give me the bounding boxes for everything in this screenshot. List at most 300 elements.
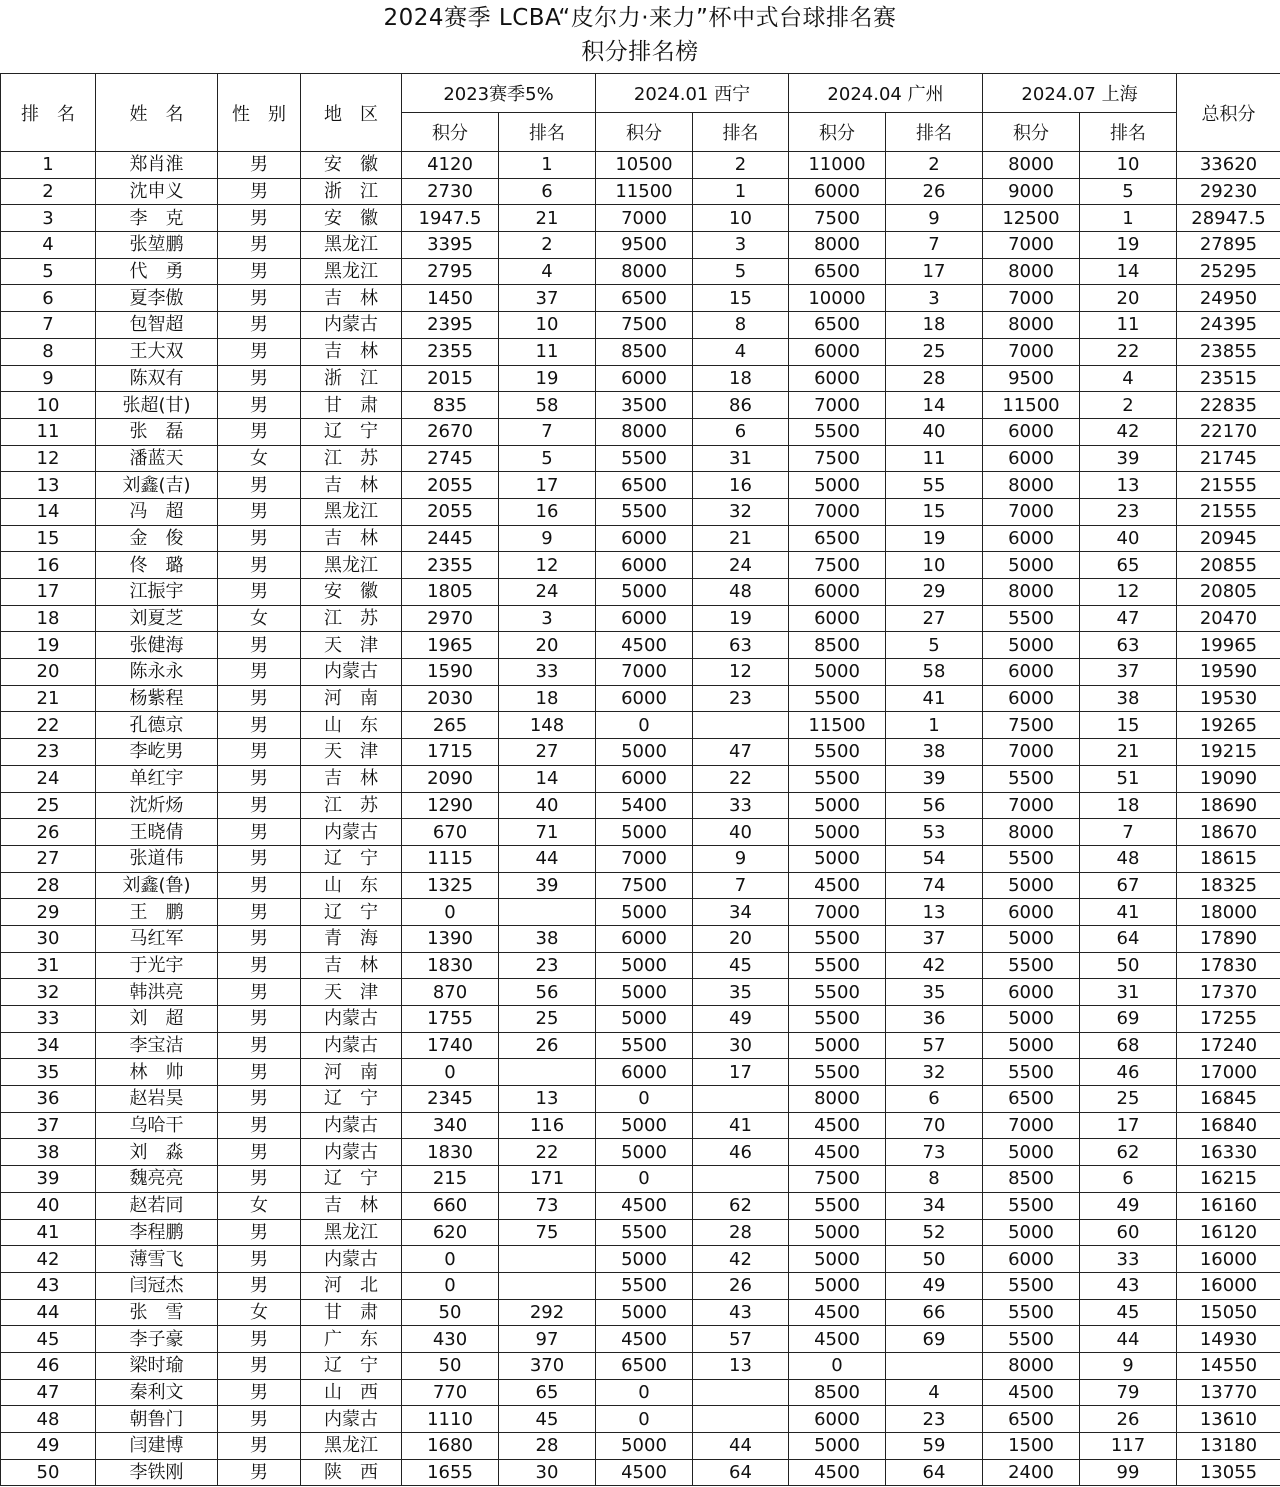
name-cell: 佟 璐 — [96, 552, 218, 579]
region-cell: 吉 林 — [301, 1192, 402, 1219]
gender-cell: 男 — [218, 952, 301, 979]
name-cell: 李铁刚 — [96, 1459, 218, 1486]
points-cell: 6000 — [789, 579, 886, 606]
place-cell: 36 — [886, 1006, 983, 1033]
points-cell: 6500 — [596, 472, 693, 499]
points-cell: 6000 — [983, 899, 1080, 926]
points-cell: 8500 — [789, 632, 886, 659]
header-points: 积分 — [596, 113, 693, 152]
table-row — [1, 498, 1280, 525]
place-cell: 9 — [886, 205, 983, 232]
points-cell: 1680 — [402, 1433, 499, 1460]
place-cell: 4 — [1080, 365, 1177, 392]
place-cell: 40 — [886, 418, 983, 445]
rank-cell: 25 — [1, 792, 96, 819]
place-cell: 13 — [1080, 472, 1177, 499]
name-cell: 魏亮亮 — [96, 1166, 218, 1193]
place-cell: 22 — [693, 765, 789, 792]
place-cell: 14 — [1080, 258, 1177, 285]
points-cell: 5000 — [789, 659, 886, 686]
total-cell: 18670 — [1177, 819, 1280, 846]
points-cell: 2670 — [402, 418, 499, 445]
points-cell: 6500 — [983, 1086, 1080, 1113]
name-cell: 杨紫程 — [96, 685, 218, 712]
region-cell: 黑龙江 — [301, 498, 402, 525]
gender-cell: 男 — [218, 632, 301, 659]
place-cell: 3 — [886, 285, 983, 312]
name-cell: 朝鲁门 — [96, 1406, 218, 1433]
total-cell: 17000 — [1177, 1059, 1280, 1086]
table-row — [1, 525, 1280, 552]
points-cell: 12500 — [983, 205, 1080, 232]
gender-cell: 男 — [218, 525, 301, 552]
total-cell: 24950 — [1177, 285, 1280, 312]
name-cell: 刘鑫(鲁) — [96, 872, 218, 899]
gender-cell: 男 — [218, 552, 301, 579]
header-rank: 排 名 — [1, 74, 96, 152]
place-cell: 79 — [1080, 1379, 1177, 1406]
place-cell: 47 — [693, 739, 789, 766]
place-cell: 12 — [693, 659, 789, 686]
place-cell: 21 — [1080, 739, 1177, 766]
place-cell: 39 — [886, 765, 983, 792]
points-cell: 7000 — [983, 1112, 1080, 1139]
place-cell: 2 — [499, 232, 596, 259]
name-cell: 乌哈干 — [96, 1112, 218, 1139]
total-cell: 18615 — [1177, 845, 1280, 872]
place-cell: 41 — [693, 1112, 789, 1139]
points-cell: 1655 — [402, 1459, 499, 1486]
gender-cell: 男 — [218, 285, 301, 312]
points-cell: 1110 — [402, 1406, 499, 1433]
place-cell: 35 — [886, 979, 983, 1006]
place-cell: 292 — [499, 1299, 596, 1326]
points-cell: 7500 — [789, 445, 886, 472]
place-cell: 11 — [499, 338, 596, 365]
name-cell: 韩洪亮 — [96, 979, 218, 1006]
points-cell: 2090 — [402, 765, 499, 792]
points-cell: 5500 — [789, 1006, 886, 1033]
header-shanghai: 2024.07 上海 — [983, 74, 1177, 113]
total-cell: 18000 — [1177, 899, 1280, 926]
header-points: 积分 — [402, 113, 499, 152]
total-cell: 13055 — [1177, 1459, 1280, 1486]
place-cell: 55 — [886, 472, 983, 499]
place-cell: 2 — [693, 152, 789, 179]
name-cell: 梁时瑜 — [96, 1352, 218, 1379]
place-cell: 20 — [1080, 285, 1177, 312]
place-cell: 62 — [693, 1192, 789, 1219]
gender-cell: 男 — [218, 1219, 301, 1246]
place-cell: 67 — [1080, 872, 1177, 899]
table-row — [1, 1459, 1280, 1486]
place-cell: 64 — [886, 1459, 983, 1486]
rank-cell: 34 — [1, 1032, 96, 1059]
points-cell: 7000 — [983, 285, 1080, 312]
place-cell: 50 — [1080, 952, 1177, 979]
points-cell: 6000 — [596, 685, 693, 712]
name-cell: 张 雪 — [96, 1299, 218, 1326]
region-cell: 甘 肃 — [301, 392, 402, 419]
region-cell: 河 南 — [301, 685, 402, 712]
place-cell: 42 — [693, 1246, 789, 1273]
header-place: 排名 — [1080, 113, 1177, 152]
total-cell: 25295 — [1177, 258, 1280, 285]
name-cell: 王大双 — [96, 338, 218, 365]
place-cell: 13 — [499, 1086, 596, 1113]
place-cell: 40 — [693, 819, 789, 846]
region-cell: 安 徽 — [301, 205, 402, 232]
total-cell: 21555 — [1177, 498, 1280, 525]
points-cell: 6000 — [983, 525, 1080, 552]
table-row — [1, 632, 1280, 659]
name-cell: 薄雪飞 — [96, 1246, 218, 1273]
points-cell: 6500 — [596, 285, 693, 312]
place-cell: 1 — [886, 712, 983, 739]
name-cell: 李 克 — [96, 205, 218, 232]
gender-cell: 男 — [218, 1086, 301, 1113]
place-cell: 13 — [693, 1352, 789, 1379]
points-cell: 770 — [402, 1379, 499, 1406]
name-cell: 张堃鹏 — [96, 232, 218, 259]
points-cell: 5500 — [596, 445, 693, 472]
table-row — [1, 1086, 1280, 1113]
total-cell: 18325 — [1177, 872, 1280, 899]
place-cell: 58 — [499, 392, 596, 419]
points-cell: 8000 — [983, 258, 1080, 285]
points-cell: 1805 — [402, 579, 499, 606]
place-cell: 44 — [499, 845, 596, 872]
points-cell: 8500 — [789, 1379, 886, 1406]
rank-cell: 1 — [1, 152, 96, 179]
table-row — [1, 1006, 1280, 1033]
total-cell: 19265 — [1177, 712, 1280, 739]
points-cell: 5500 — [983, 1299, 1080, 1326]
gender-cell: 男 — [218, 418, 301, 445]
points-cell: 5500 — [983, 765, 1080, 792]
gender-cell: 男 — [218, 1433, 301, 1460]
rank-cell: 11 — [1, 418, 96, 445]
name-cell: 王晓倩 — [96, 819, 218, 846]
total-cell: 27895 — [1177, 232, 1280, 259]
points-cell: 5000 — [596, 1112, 693, 1139]
rank-cell: 42 — [1, 1246, 96, 1273]
gender-cell: 男 — [218, 712, 301, 739]
place-cell: 32 — [693, 498, 789, 525]
place-cell: 20 — [499, 632, 596, 659]
table-row — [1, 205, 1280, 232]
header-season-2023: 2023赛季5% — [402, 74, 596, 113]
place-cell: 73 — [499, 1192, 596, 1219]
table-row — [1, 1406, 1280, 1433]
table-row — [1, 1272, 1280, 1299]
region-cell: 天 津 — [301, 979, 402, 1006]
total-cell: 16840 — [1177, 1112, 1280, 1139]
place-cell: 38 — [1080, 685, 1177, 712]
place-cell: 18 — [499, 685, 596, 712]
table-row — [1, 552, 1280, 579]
place-cell: 15 — [1080, 712, 1177, 739]
total-cell: 16000 — [1177, 1272, 1280, 1299]
gender-cell: 男 — [218, 872, 301, 899]
total-cell: 19530 — [1177, 685, 1280, 712]
gender-cell: 男 — [218, 792, 301, 819]
name-cell: 江振宇 — [96, 579, 218, 606]
header-total: 总积分 — [1177, 74, 1280, 152]
points-cell: 6500 — [596, 1352, 693, 1379]
table-row — [1, 659, 1280, 686]
place-cell: 15 — [693, 285, 789, 312]
gender-cell: 男 — [218, 1379, 301, 1406]
place-cell: 28 — [886, 365, 983, 392]
points-cell: 8000 — [596, 258, 693, 285]
points-cell: 7000 — [983, 338, 1080, 365]
points-cell: 7500 — [789, 1166, 886, 1193]
points-cell: 5000 — [983, 1219, 1080, 1246]
rank-cell: 38 — [1, 1139, 96, 1166]
name-cell: 赵岩昊 — [96, 1086, 218, 1113]
gender-cell: 男 — [218, 979, 301, 1006]
total-cell: 14550 — [1177, 1352, 1280, 1379]
region-cell: 辽 宁 — [301, 845, 402, 872]
place-cell: 27 — [886, 605, 983, 632]
region-cell: 黑龙江 — [301, 232, 402, 259]
points-cell: 1500 — [983, 1433, 1080, 1460]
table-row — [1, 472, 1280, 499]
total-cell: 23855 — [1177, 338, 1280, 365]
rank-cell: 43 — [1, 1272, 96, 1299]
points-cell: 5000 — [789, 1272, 886, 1299]
points-cell: 5500 — [789, 765, 886, 792]
rank-cell: 32 — [1, 979, 96, 1006]
region-cell: 辽 宁 — [301, 418, 402, 445]
rank-cell: 39 — [1, 1166, 96, 1193]
points-cell: 9000 — [983, 178, 1080, 205]
total-cell: 13770 — [1177, 1379, 1280, 1406]
points-cell: 7500 — [983, 712, 1080, 739]
total-cell: 33620 — [1177, 152, 1280, 179]
place-cell: 97 — [499, 1326, 596, 1353]
region-cell: 内蒙古 — [301, 312, 402, 339]
table-row — [1, 1059, 1280, 1086]
points-cell: 5000 — [789, 472, 886, 499]
place-cell: 6 — [499, 178, 596, 205]
place-cell: 116 — [499, 1112, 596, 1139]
points-cell: 2355 — [402, 552, 499, 579]
place-cell: 65 — [1080, 552, 1177, 579]
place-cell: 74 — [886, 872, 983, 899]
place-cell: 17 — [499, 472, 596, 499]
place-cell: 31 — [1080, 979, 1177, 1006]
place-cell: 18 — [1080, 792, 1177, 819]
place-cell: 39 — [499, 872, 596, 899]
table-row — [1, 765, 1280, 792]
region-cell: 安 徽 — [301, 579, 402, 606]
rank-cell: 16 — [1, 552, 96, 579]
region-cell: 广 东 — [301, 1326, 402, 1353]
region-cell: 浙 江 — [301, 365, 402, 392]
points-cell: 265 — [402, 712, 499, 739]
region-cell: 山 东 — [301, 872, 402, 899]
ranking-table — [0, 73, 1280, 1486]
place-cell: 49 — [886, 1272, 983, 1299]
table-row — [1, 1352, 1280, 1379]
points-cell: 7000 — [789, 392, 886, 419]
name-cell: 夏李傲 — [96, 285, 218, 312]
points-cell: 4500 — [596, 1326, 693, 1353]
points-cell: 5000 — [983, 872, 1080, 899]
points-cell: 8000 — [983, 1352, 1080, 1379]
name-cell: 代 勇 — [96, 258, 218, 285]
region-cell: 内蒙古 — [301, 659, 402, 686]
rank-cell: 22 — [1, 712, 96, 739]
name-cell: 孔德京 — [96, 712, 218, 739]
points-cell: 2445 — [402, 525, 499, 552]
name-cell: 冯 超 — [96, 498, 218, 525]
total-cell: 22170 — [1177, 418, 1280, 445]
place-cell: 28 — [499, 1433, 596, 1460]
place-cell: 63 — [1080, 632, 1177, 659]
place-cell: 45 — [499, 1406, 596, 1433]
place-cell: 73 — [886, 1139, 983, 1166]
region-cell: 天 津 — [301, 632, 402, 659]
gender-cell: 男 — [218, 579, 301, 606]
name-cell: 赵若同 — [96, 1192, 218, 1219]
place-cell — [693, 1166, 789, 1193]
rank-cell: 48 — [1, 1406, 96, 1433]
place-cell: 71 — [499, 819, 596, 846]
points-cell: 5000 — [596, 899, 693, 926]
points-cell: 5000 — [789, 1219, 886, 1246]
rank-cell: 26 — [1, 819, 96, 846]
table-row — [1, 872, 1280, 899]
rank-cell: 14 — [1, 498, 96, 525]
total-cell: 16215 — [1177, 1166, 1280, 1193]
place-cell: 45 — [1080, 1299, 1177, 1326]
gender-cell: 男 — [218, 899, 301, 926]
place-cell: 30 — [499, 1459, 596, 1486]
points-cell: 620 — [402, 1219, 499, 1246]
points-cell: 8000 — [789, 232, 886, 259]
header-xining: 2024.01 西宁 — [596, 74, 789, 113]
points-cell: 5000 — [596, 1433, 693, 1460]
rank-cell: 3 — [1, 205, 96, 232]
table-row — [1, 312, 1280, 339]
region-cell: 辽 宁 — [301, 1166, 402, 1193]
name-cell: 刘鑫(吉) — [96, 472, 218, 499]
points-cell: 6000 — [789, 1406, 886, 1433]
gender-cell: 男 — [218, 925, 301, 952]
place-cell: 49 — [693, 1006, 789, 1033]
points-cell: 0 — [402, 899, 499, 926]
table-row — [1, 1246, 1280, 1273]
page-subtitle: 积分排名榜 — [581, 39, 699, 65]
place-cell: 3 — [693, 232, 789, 259]
header-place: 排名 — [693, 113, 789, 152]
place-cell: 57 — [886, 1032, 983, 1059]
place-cell — [499, 1246, 596, 1273]
total-cell: 20855 — [1177, 552, 1280, 579]
rank-cell: 30 — [1, 925, 96, 952]
total-cell: 17890 — [1177, 925, 1280, 952]
points-cell: 5000 — [983, 1139, 1080, 1166]
points-cell: 6000 — [983, 445, 1080, 472]
place-cell: 56 — [886, 792, 983, 819]
points-cell: 5500 — [596, 1272, 693, 1299]
table-row — [1, 1166, 1280, 1193]
total-cell: 17255 — [1177, 1006, 1280, 1033]
place-cell: 23 — [886, 1406, 983, 1433]
place-cell: 43 — [693, 1299, 789, 1326]
place-cell: 23 — [499, 952, 596, 979]
place-cell: 370 — [499, 1352, 596, 1379]
place-cell: 54 — [886, 845, 983, 872]
region-cell: 吉 林 — [301, 285, 402, 312]
gender-cell: 男 — [218, 312, 301, 339]
points-cell: 5500 — [596, 1219, 693, 1246]
table-row — [1, 232, 1280, 259]
points-cell: 6000 — [596, 525, 693, 552]
region-cell: 内蒙古 — [301, 1006, 402, 1033]
points-cell: 6500 — [983, 1406, 1080, 1433]
place-cell: 52 — [886, 1219, 983, 1246]
total-cell: 19965 — [1177, 632, 1280, 659]
points-cell: 5000 — [596, 979, 693, 1006]
rank-cell: 15 — [1, 525, 96, 552]
points-cell: 5500 — [789, 685, 886, 712]
points-cell: 8000 — [983, 819, 1080, 846]
table-row — [1, 845, 1280, 872]
region-cell: 内蒙古 — [301, 1139, 402, 1166]
name-cell: 单红宇 — [96, 765, 218, 792]
points-cell: 2745 — [402, 445, 499, 472]
place-cell: 13 — [886, 899, 983, 926]
points-cell: 8000 — [983, 152, 1080, 179]
header-points: 积分 — [983, 113, 1080, 152]
points-cell: 6000 — [789, 605, 886, 632]
gender-cell: 男 — [218, 765, 301, 792]
place-cell: 64 — [1080, 925, 1177, 952]
gender-cell: 男 — [218, 1406, 301, 1433]
points-cell: 5000 — [983, 925, 1080, 952]
points-cell: 4500 — [596, 1459, 693, 1486]
place-cell: 68 — [1080, 1032, 1177, 1059]
name-cell: 林 帅 — [96, 1059, 218, 1086]
points-cell: 6000 — [596, 552, 693, 579]
points-cell: 4500 — [789, 872, 886, 899]
table-row — [1, 952, 1280, 979]
rank-cell: 49 — [1, 1433, 96, 1460]
points-cell: 6500 — [789, 312, 886, 339]
points-cell: 8000 — [983, 312, 1080, 339]
points-cell: 8000 — [983, 472, 1080, 499]
table-row — [1, 1379, 1280, 1406]
place-cell: 39 — [1080, 445, 1177, 472]
points-cell: 7000 — [596, 845, 693, 872]
points-cell: 8500 — [983, 1166, 1080, 1193]
points-cell: 11500 — [596, 178, 693, 205]
total-cell: 21555 — [1177, 472, 1280, 499]
points-cell: 6000 — [596, 765, 693, 792]
region-cell: 青 海 — [301, 925, 402, 952]
place-cell: 18 — [886, 312, 983, 339]
gender-cell: 男 — [218, 1032, 301, 1059]
points-cell: 1590 — [402, 659, 499, 686]
rank-cell: 2 — [1, 178, 96, 205]
place-cell — [499, 1272, 596, 1299]
region-cell: 山 东 — [301, 712, 402, 739]
points-cell: 5000 — [789, 1246, 886, 1273]
